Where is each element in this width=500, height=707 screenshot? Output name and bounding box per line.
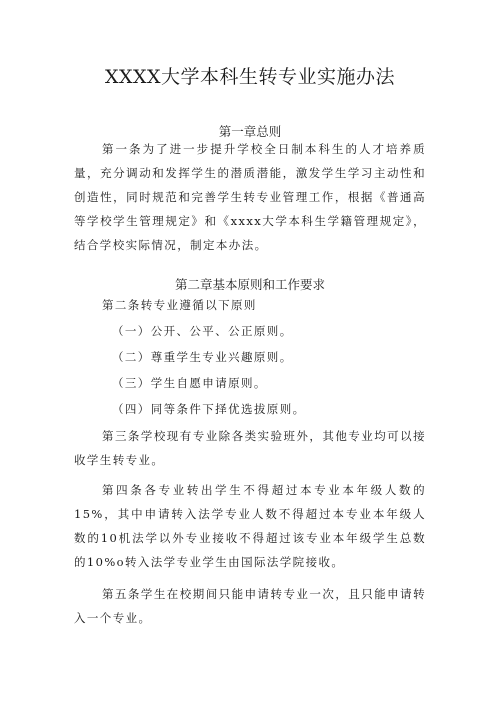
article-1-text: 第一条为了进一步提升学校全日制本科生的人才培养质量，充分调动和发挥学生的潜质潜能，激发学生学习主动性和创造性，同时规范和完善学生转专业管理工作，根据《普通高等学校学生管理规定》和《xxxx大学本科生学籍管理规定》，结合学校实际情况，制定本办法。	[74, 142, 426, 252]
principle-1: （一）公开、公平、公正原则。	[112, 324, 293, 338]
article-4	[74, 478, 426, 574]
article-4-text: 第四条各专业转出学生不得超过本专业本年级人数的15%，其中申请转入法学专业人数不得超过本专业本年级人数的10机法学以外专业接收不得超过该专业本年级学生总数的10%o转入法学专业学生由国际法学院接收。	[74, 483, 426, 569]
article-2-intro: 第二条转专业遵循以下原则	[102, 298, 257, 312]
chapter-2-heading: 第二章基本原则和工作要求	[174, 277, 325, 292]
chapter-1-heading: 第一章总则	[218, 124, 282, 139]
article-5	[74, 582, 426, 630]
article-3	[74, 424, 426, 472]
article-5-text: 第五条学生在校期间只能申请转专业一次，且只能申请转入一个专业。	[74, 587, 426, 625]
article-3-text: 第三条学校现有专业除各类实验班外，其他专业均可以接收学生转专业。	[74, 429, 426, 467]
document-title: XXXX大学本科生转专业实施办法	[104, 66, 396, 88]
principle-4: （四）同等条件下择优选拔原则。	[112, 402, 306, 416]
article-1	[74, 137, 426, 257]
principle-2: （二）尊重学生专业兴趣原则。	[112, 350, 293, 364]
principle-3: （三）学生自愿申请原则。	[112, 376, 267, 390]
